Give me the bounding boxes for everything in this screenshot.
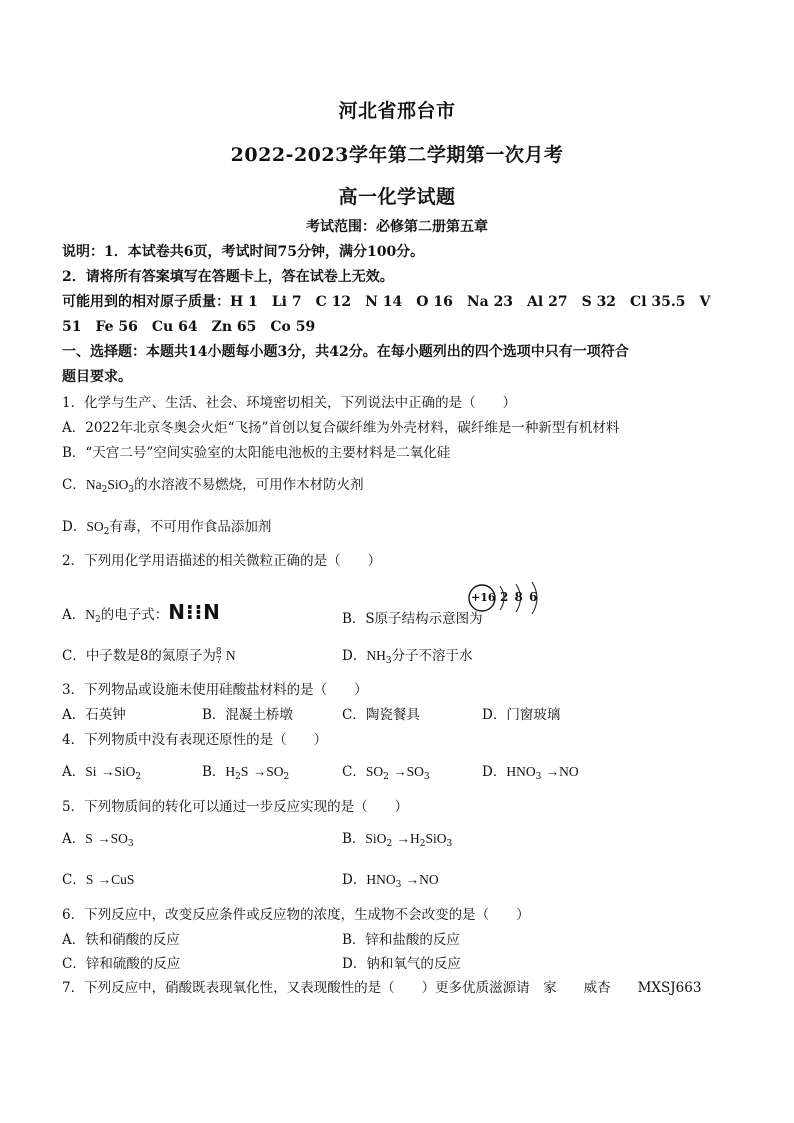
nuclide-notation: 8 7	[215, 646, 222, 666]
q6-stem: 6．下列反应中，改变反应条件或反应物的浓度，生成物不会改变的是（ ）	[62, 907, 530, 923]
q2-option-b: B．S原子结构示意图为	[342, 611, 483, 627]
q4-stem: 4．下列物质中没有表现还原性的是（ ）	[62, 732, 328, 748]
q6-option-c: C．锌和硫酸的反应	[62, 956, 181, 972]
q7-stem: 7．下列反应中，硝酸既表现氧化性，又表现酸性的是（ ）更多优质滋源请 家 威杏 MXSJ663	[62, 980, 702, 996]
section-heading-2: 题目要求。	[62, 369, 132, 385]
atomic-mass-line-2: 51 Fe 56 Cu 64 Zn 65 Co 59	[62, 319, 316, 335]
electron-shells: 2 8 6	[500, 590, 539, 604]
nucleus-charge: +16	[471, 591, 496, 604]
q3-option-b: B．混凝土桥墩	[202, 707, 293, 723]
q2-option-a: A．$N_2$的电子式：N⁝⁝N	[62, 600, 221, 625]
q4-option-b: B．$H_2S \to SO_2$	[202, 764, 290, 782]
exam-scope: 考试范围：必修第二册第五章	[306, 219, 488, 235]
q3-option-d: D．门窗玻璃	[482, 707, 561, 723]
instruction-line-1: 说明：1．本试卷共6页，考试时间75分钟，满分100分。	[62, 244, 425, 260]
q6-option-b: B．锌和盐酸的反应	[342, 932, 460, 948]
q4-option-a: A．Si →SiO$_2$	[62, 764, 142, 782]
title-subject: 高一化学试题	[338, 186, 456, 208]
q6-option-d: D．钠和氧气的反应	[342, 956, 461, 972]
instruction-line-2: 2．请将所有答案填写在答题卡上，答在试卷上无效。	[62, 269, 394, 285]
q1-option-b: B．“天宫二号”空间实验室的太阳能电池板的主要材料是二氧化硅	[62, 445, 451, 461]
q1-option-a: A．2022年北京冬奥会火炬“飞扬”首创以复合碳纤维为外壳材料，碳纤维是一种新型有机材料	[62, 420, 620, 436]
q3-option-a: A．石英钟	[62, 707, 126, 723]
q2-stem: 2．下列用化学用语描述的相关微粒正确的是（ ）	[62, 553, 382, 569]
title-exam: 2022-2023学年第二学期第一次月考	[230, 144, 564, 166]
q1-stem: 1．化学与生产、生活、社会、环境密切相关，下列说法中正确的是（ ）	[62, 395, 517, 411]
lewis-structure-n2: N⁝⁝N	[168, 600, 221, 624]
sulfur-atom-diagram	[466, 576, 562, 616]
q4-option-d: D．$HNO_3 \to NO$	[482, 764, 579, 782]
q6-option-a: A．铁和硝酸的反应	[62, 932, 180, 948]
q5-stem: 5．下列物质间的转化可以通过一步反应实现的是（ ）	[62, 799, 409, 815]
q5-option-c: C．S →CuS	[62, 872, 135, 888]
q2-option-c: C．中子数是8的氮原子为 8 7 N	[62, 646, 236, 666]
q3-option-c: C．陶瓷餐具	[342, 707, 420, 723]
q1-option-d: D．$SO_2$有毒，不可用作食品添加剂	[62, 519, 272, 537]
q4-option-c: C．$SO_2 \to SO_3$	[342, 764, 430, 782]
atomic-mass-line-1: 可能用到的相对原子质量：H 1 Li 7 C 12 N 14 O 16 Na 23 Al 27 S 32 Cl 35.5 V	[62, 294, 711, 310]
q5-option-d: D．$HNO_3 \to NO$	[342, 872, 439, 890]
q1-option-c: C．$Na_2SiO_3$的水溶液不易燃烧，可用作木材防火剂	[62, 477, 364, 495]
title-province: 河北省邢台市	[338, 100, 456, 122]
q3-stem: 3．下列物品或设施未使用硅酸盐材料的是（ ）	[62, 682, 368, 698]
q5-option-b: B．$SiO_2 \to H_2SiO_3$	[342, 831, 453, 849]
q5-option-a: A．$S \to SO_3$	[62, 831, 134, 849]
q2-option-d: D．$NH_3$分子不溶于水	[342, 648, 473, 666]
section-heading-1: 一、选择题：本题共14小题每小题3分，共42分。在每小题列出的四个选项中只有一项符合	[62, 344, 629, 360]
